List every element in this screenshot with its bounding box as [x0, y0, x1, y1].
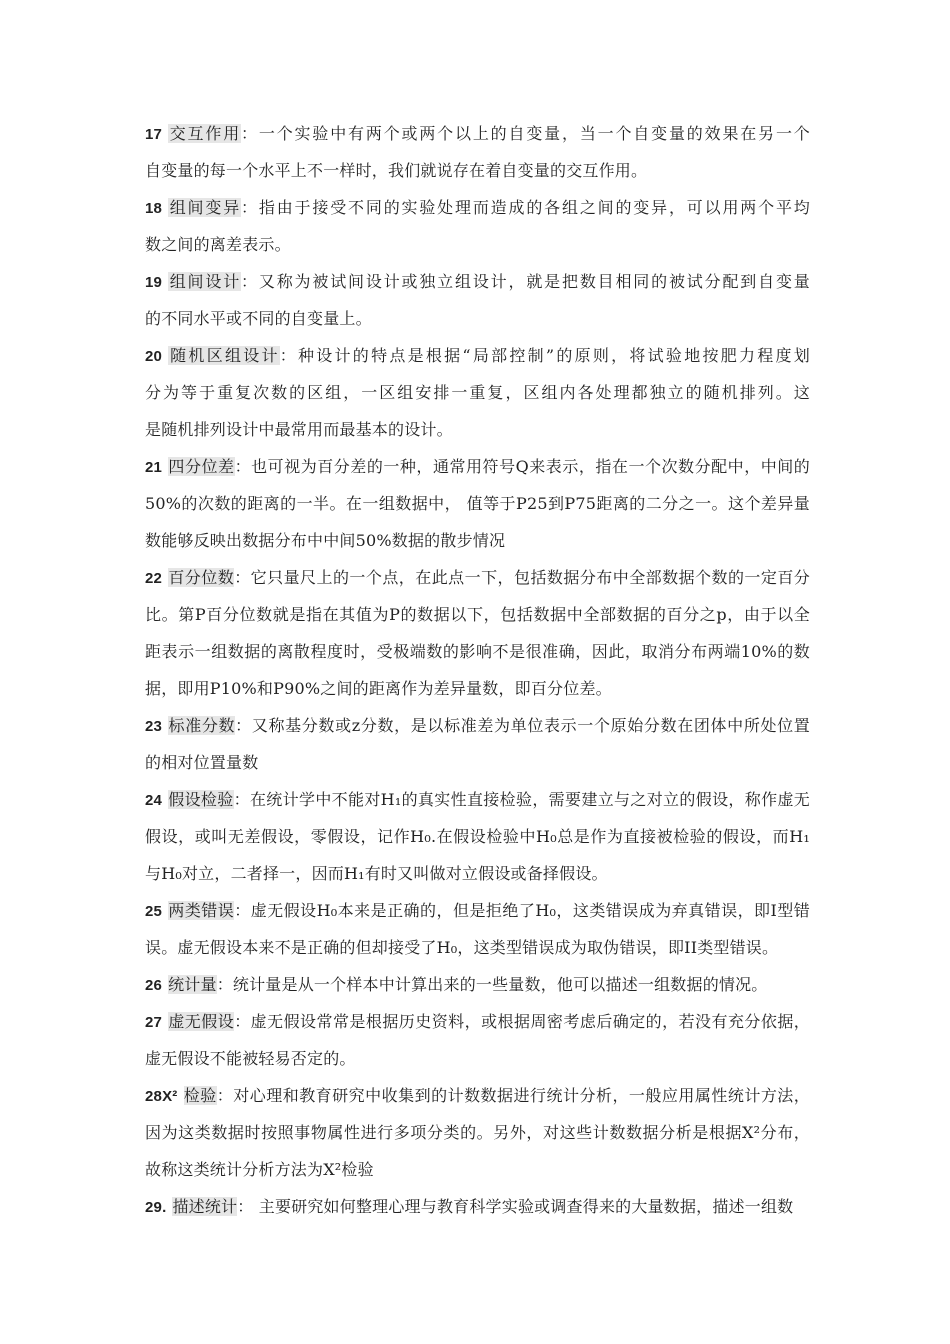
entry-line	[145, 596, 810, 633]
entry-number: 24	[145, 792, 163, 809]
entry-term: 虚无假设	[168, 1012, 235, 1031]
entry-number: 22	[145, 570, 163, 587]
entry-text: 分为等于重复次数的区组，一区组安排一重复，区组内各处理都独立的随机排列。这	[145, 383, 810, 402]
entry-text: 50%的次数的距离的一半。在一组数据中， 值等于P25到P75距离的二分之一。这个差异量	[145, 494, 810, 513]
entry-line	[145, 485, 810, 522]
entry-term: 百分位数	[168, 568, 235, 587]
entry-number: 28X²	[145, 1088, 178, 1105]
entry-text: ：指由于接受不同的实验处理而造成的各组之间的变异，可以用两个平均	[241, 198, 810, 217]
entry-line	[145, 818, 810, 855]
entry-text: 假设，或叫无差假设，零假设，记作H₀.在假设检验中H₀总是作为直接被检验的假设，而H₁	[145, 827, 810, 846]
entry-text: ：对心理和教育研究中收集到的计数数据进行统计分析，一般应用属性统计方法，	[216, 1086, 810, 1105]
entry-line	[145, 374, 810, 411]
entry-line	[145, 966, 810, 1003]
entry-number: 29.	[145, 1199, 167, 1216]
glossary-entry	[145, 1188, 810, 1225]
entry-line	[145, 1040, 810, 1077]
entry-line	[145, 115, 810, 152]
entry-text: ：一个实验中有两个或两个以上的自变量，当一个自变量的效果在另一个	[241, 124, 810, 143]
entry-line	[145, 189, 810, 226]
entry-term: 交互作用	[168, 124, 242, 143]
entry-number: 19	[145, 274, 163, 291]
entry-number: 27	[145, 1014, 163, 1031]
entry-text: ：统计量是从一个样本中计算出来的一些量数，他可以描述一组数据的情况。	[216, 975, 768, 994]
entry-term: 两类错误	[168, 901, 235, 920]
entry-text: 数能够反映出数据分布中中间50%数据的散步情况	[145, 531, 506, 550]
entry-line	[145, 559, 810, 596]
entry-line	[145, 892, 810, 929]
entry-line	[145, 1188, 810, 1225]
entry-text: 是随机排列设计中最常用而最基本的设计。	[145, 420, 453, 439]
entry-number: 21	[145, 459, 163, 476]
entry-term: 随机区组设计	[168, 346, 280, 365]
entry-text: ：又称基分数或z分数，是以标准差为单位表示一个原始分数在团体中所处位置	[235, 716, 810, 735]
entry-term: 统计量	[168, 975, 217, 994]
entry-line	[145, 1003, 810, 1040]
glossary-entry	[145, 263, 810, 337]
entry-text: ：也可视为百分差的一种，通常用符号Q来表示，指在一个次数分配中，中间的	[234, 457, 810, 476]
entry-text: 故称这类统计分析方法为X²检验	[145, 1160, 374, 1179]
entry-line	[145, 633, 810, 670]
entry-text: 的不同水平或不同的自变量上。	[145, 309, 372, 328]
entry-line	[145, 1077, 810, 1114]
entry-line	[145, 670, 810, 707]
entry-line	[145, 744, 810, 781]
glossary-entry	[145, 1077, 810, 1188]
entry-line	[145, 337, 810, 374]
entry-line	[145, 855, 810, 892]
glossary-entry	[145, 337, 810, 448]
glossary-entry	[145, 559, 810, 707]
entry-text: ：虚无假设H₀本来是正确的，但是拒绝了H₀，这类错误成为弃真错误，即I型错	[234, 901, 810, 920]
entry-line	[145, 1151, 810, 1188]
document-page	[145, 115, 810, 1225]
entry-line	[145, 707, 810, 744]
entry-line	[145, 448, 810, 485]
entry-term: 假设检验	[168, 790, 234, 809]
entry-line	[145, 1114, 810, 1151]
entry-text: 误。虚无假设本来不是正确的但却接受了H₀，这类型错误成为取伪错误，即II类型错误。	[145, 938, 779, 957]
entry-term: 四分位差	[168, 457, 235, 476]
glossary-entry	[145, 115, 810, 189]
glossary-entry	[145, 781, 810, 892]
entry-number: 25	[145, 903, 163, 920]
glossary-entry	[145, 189, 810, 263]
entry-line	[145, 781, 810, 818]
entry-text: ：虚无假设常常是根据历史资料，或根据周密考虑后确定的，若没有充分依据，	[234, 1012, 810, 1031]
entry-term: 描述统计	[172, 1197, 238, 1216]
entry-text: ：种设计的特点是根据“局部控制”的原则，将试验地按肥力程度划	[279, 346, 810, 365]
entry-line	[145, 263, 810, 300]
glossary-entry	[145, 707, 810, 781]
entry-text: 据，即用P10%和P90%之间的距离作为差异量数，即百分位差。	[145, 679, 612, 698]
glossary-entry	[145, 966, 810, 1003]
entry-line	[145, 929, 810, 966]
entry-text: 数之间的离差表示。	[145, 235, 291, 254]
entry-text: ：在统计学中不能对H₁的真实性直接检验，需要建立与之对立的假设，称作虚无	[233, 790, 810, 809]
entry-line	[145, 226, 810, 263]
entry-line	[145, 522, 810, 559]
entry-line	[145, 300, 810, 337]
entry-text: ：又称为被试间设计或独立组设计，就是把数目相同的被试分配到自变量	[241, 272, 810, 291]
glossary-entry	[145, 892, 810, 966]
entry-number: 23	[145, 718, 163, 735]
entry-number: 17	[145, 126, 163, 143]
entry-term: 组间设计	[168, 272, 242, 291]
entry-text: ：它只量尺上的一个点，在此点一下，包括数据分布中全部数据个数的一定百分	[234, 568, 810, 587]
entry-line	[145, 152, 810, 189]
entry-number: 18	[145, 200, 163, 217]
entry-number: 20	[145, 348, 163, 365]
entry-term: 标准分数	[168, 716, 236, 735]
entry-text: 虚无假设不能被轻易否定的。	[145, 1049, 356, 1068]
entry-text: 距表示一组数据的离散程度时，受极端数的影响不是很准确，因此，取消分布两端10%的数	[145, 642, 810, 661]
glossary-entry	[145, 1003, 810, 1077]
entry-term: 检验	[183, 1086, 217, 1105]
entry-line	[145, 411, 810, 448]
entry-text: 比。第P百分位数就是指在其值为P的数据以下，包括数据中全部数据的百分之p，由于以全	[145, 605, 810, 624]
entry-term: 组间变异	[168, 198, 242, 217]
entry-number: 26	[145, 977, 163, 994]
entry-text: 的相对位置量数	[145, 753, 259, 772]
entry-text: 与H₀对立，二者择一，因而H₁有时又叫做对立假设或备择假设。	[145, 864, 608, 883]
entry-text: ： 主要研究如何整理心理与教育科学实验或调查得来的大量数据，描述一组数	[237, 1197, 794, 1216]
glossary-entry	[145, 448, 810, 559]
entry-text: 自变量的每一个水平上不一样时，我们就说存在着自变量的交互作用。	[145, 161, 648, 180]
entry-text: 因为这类数据时按照事物属性进行多项分类的。另外，对这些计数数据分析是根据X²分布，	[145, 1123, 810, 1142]
